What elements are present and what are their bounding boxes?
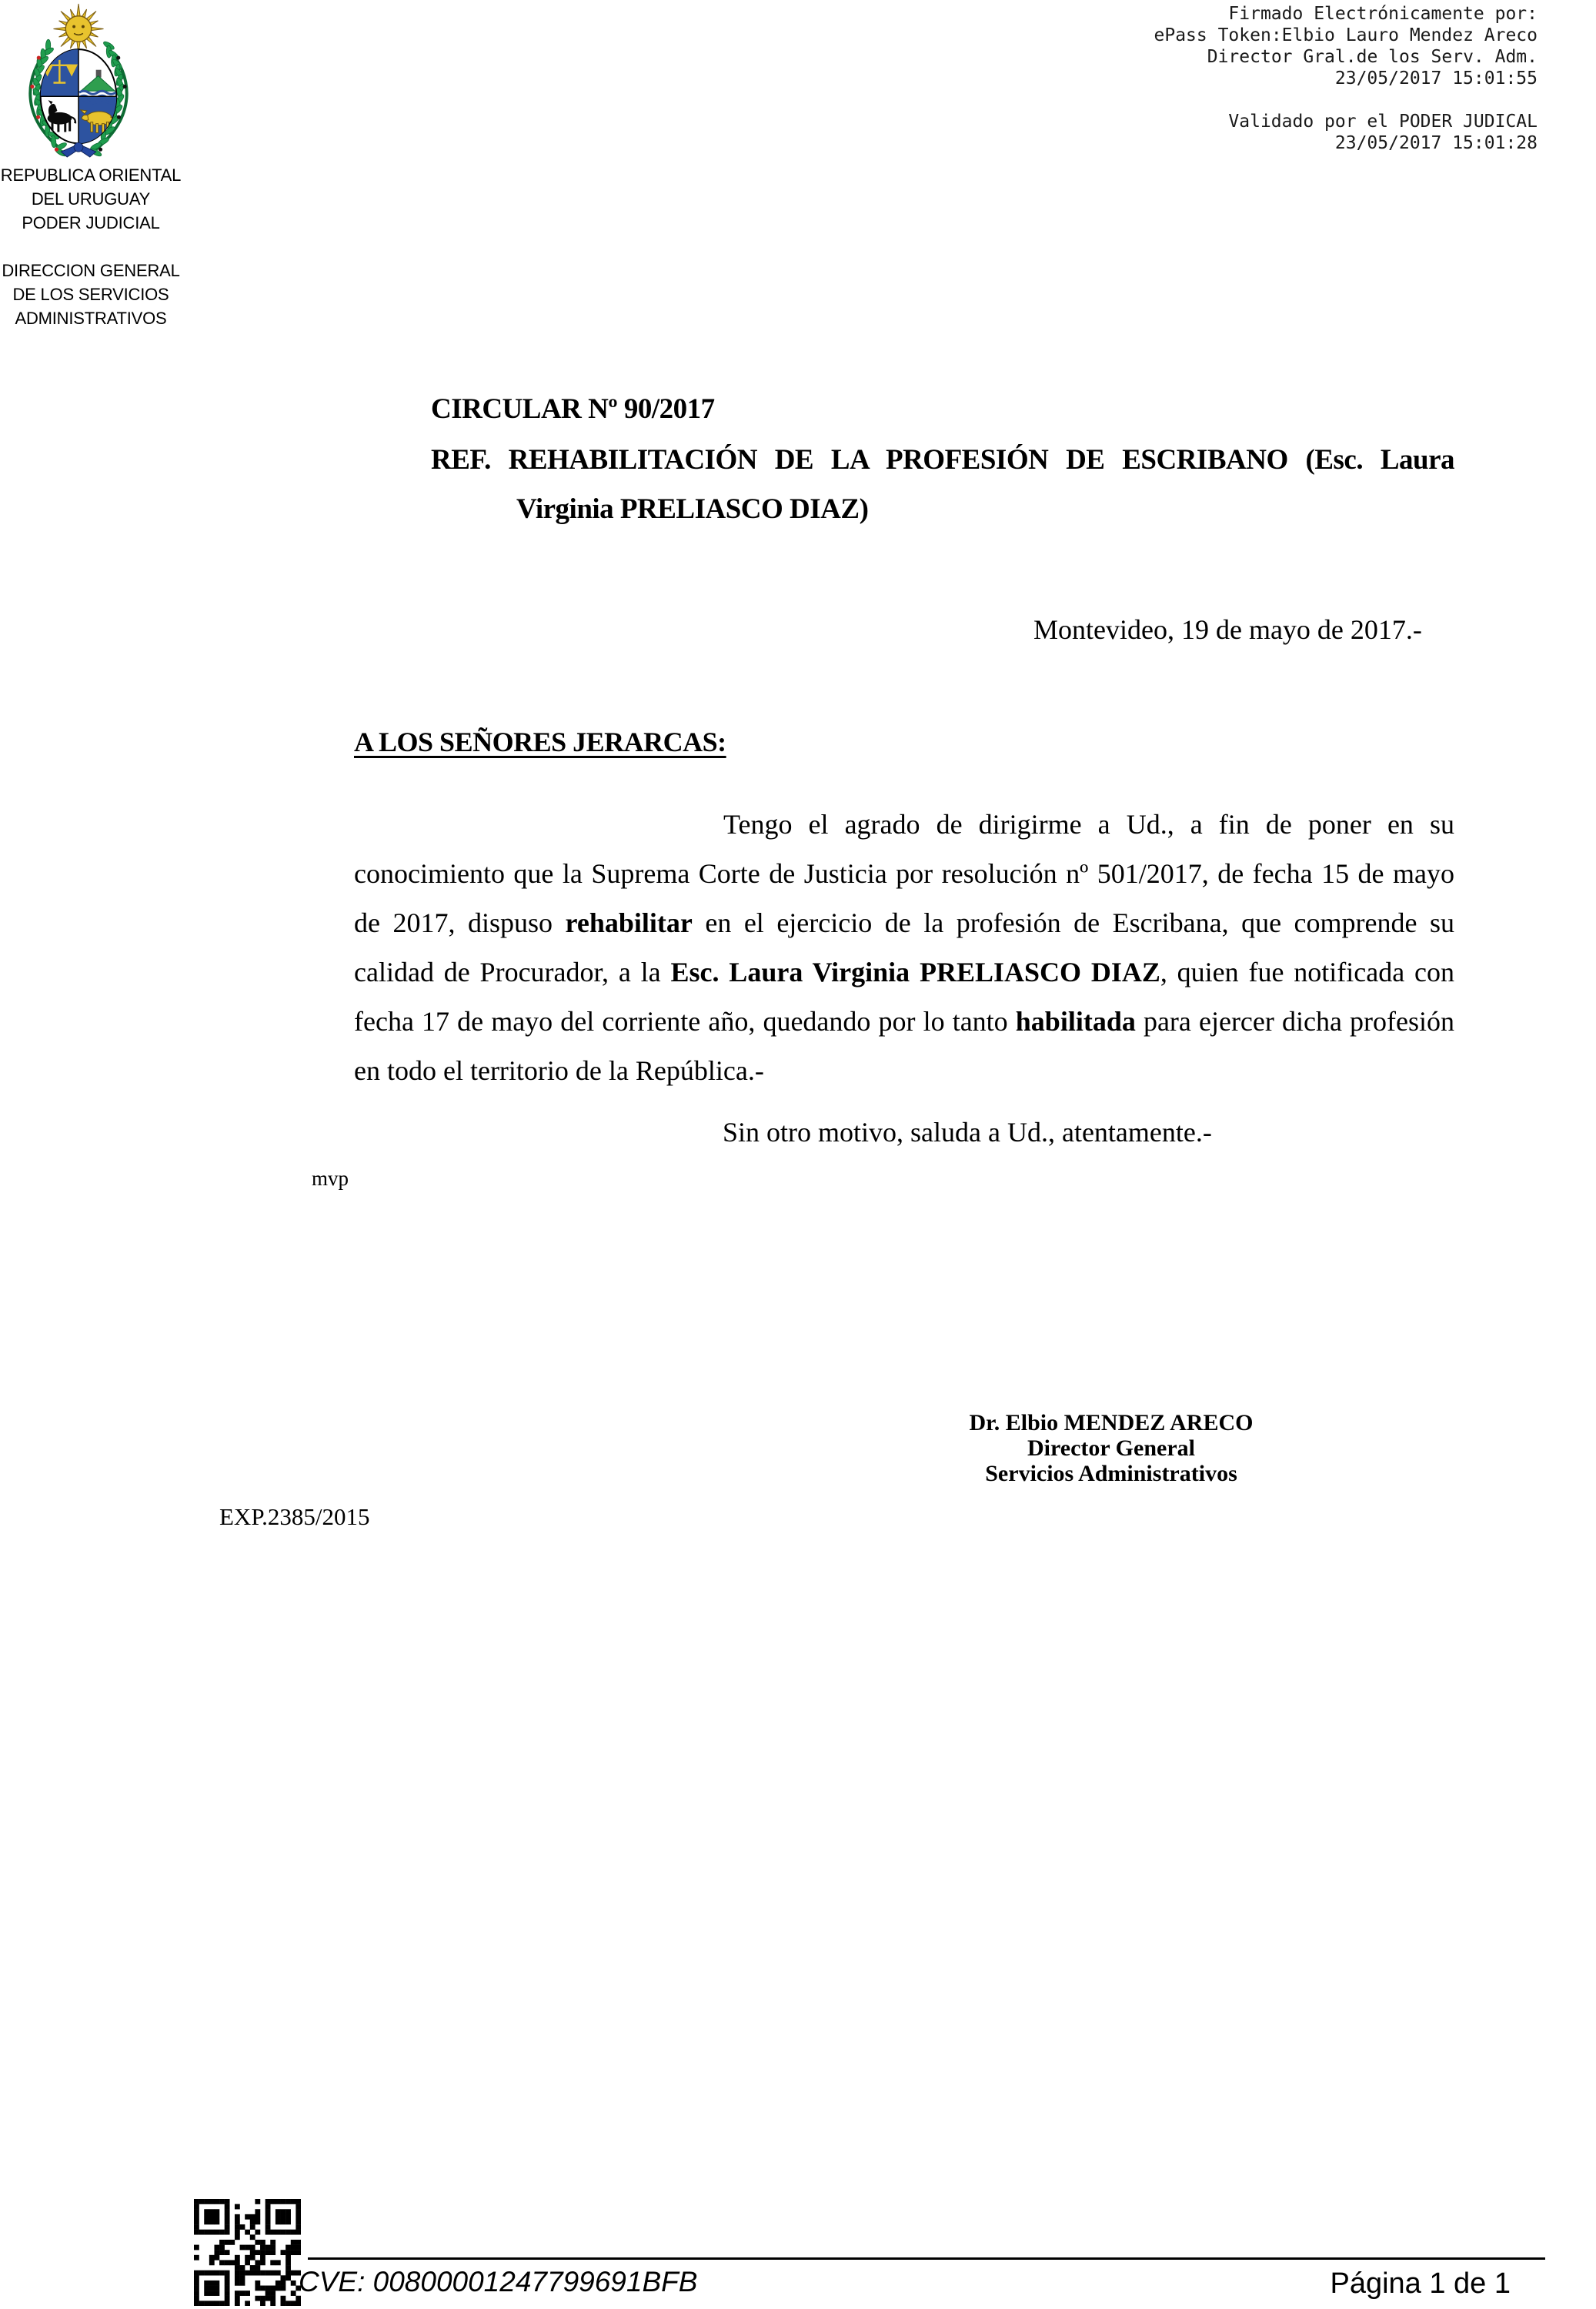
circular-number: CIRCULAR Nº 90/2017	[431, 393, 715, 425]
page-indicator: Página 1 de 1	[1330, 2267, 1511, 2300]
text-line: ePass Token:Elbio Lauro Mendez Areco	[1154, 25, 1538, 45]
text-line: ADMINISTRATIVOS	[15, 309, 167, 328]
text-line: DEL URUGUAY	[31, 189, 151, 209]
signer-title: Director General	[1027, 1435, 1195, 1461]
bold-text-run: habilitada	[1015, 1006, 1136, 1037]
uruguay-coat-of-arms-logo	[14, 3, 143, 159]
reference-line-1: REF. REHABILITACIÓN DE LA PROFESIÓN DE ESCRIBANO (Esc. Laura	[431, 444, 1454, 476]
dateline: Montevideo, 19 de mayo de 2017.-	[1033, 614, 1422, 645]
cve-number: CVE: 00800001247799691BFB	[299, 2266, 698, 2297]
text-line: PODER JUDICIAL	[22, 213, 160, 232]
text-run: en el ejercicio de la profesión de Escribana, que comprende su calidad de Procurador, a la	[354, 907, 1454, 987]
text-line: DIRECCION GENERAL	[2, 261, 180, 280]
text-line: Firmado Electrónicamente por:	[1228, 4, 1538, 24]
footer-divider	[308, 2257, 1545, 2260]
closing-line: Sin otro motivo, saluda a Ud., atentamente.-	[723, 1117, 1212, 1148]
text-run: , quien fue notificada con fecha 17 de mayo del corriente año, quedando por lo tanto	[354, 957, 1454, 1037]
text-run: Tengo el agrado de dirigirme a Ud., a fin de poner en su conocimiento que la Suprema Corte de Justicia por resolución nº 501/2017, de fecha 15 de mayo de 2017, dispuso	[354, 809, 1454, 938]
text-line: DE LOS SERVICIOS	[12, 285, 169, 304]
text-run: para ejercer dicha profesión en todo el territorio de la República.-	[354, 1006, 1455, 1086]
reference-line-2: Virginia PRELIASCO DIAZ)	[516, 493, 869, 525]
signer-unit: Servicios Administrativos	[985, 1461, 1237, 1486]
signature-block	[957, 1410, 1265, 1486]
text-line: 23/05/2017 15:01:28	[1334, 133, 1538, 153]
bold-text-run: Esc. Laura Virginia PRELIASCO DIAZ	[670, 957, 1160, 987]
text-line: REPUBLICA ORIENTAL	[0, 165, 182, 185]
file-number: EXP.2385/2015	[219, 1503, 370, 1530]
text-line: 23/05/2017 15:01:55	[1334, 69, 1538, 89]
stamp-validated-lines	[1154, 111, 1538, 154]
text-line: Director Gral.de los Serv. Adm.	[1207, 47, 1538, 67]
bold-text-run: rehabilitar	[565, 907, 693, 938]
qr-code	[194, 2199, 301, 2306]
org-name-block	[0, 163, 182, 235]
typist-initials: mvp	[312, 1167, 349, 1190]
dept-name-block	[0, 259, 182, 330]
e-signature-stamp	[1154, 3, 1538, 154]
signer-name: Dr. Elbio MENDEZ ARECO	[969, 1410, 1254, 1435]
body-paragraph	[354, 800, 1454, 1095]
stamp-gap	[1154, 89, 1538, 111]
stamp-signed-lines	[1154, 3, 1538, 89]
text-line: Validado por el PODER JUDICAL	[1228, 112, 1538, 132]
salutation: A LOS SEÑORES JERARCAS:	[354, 727, 726, 757]
